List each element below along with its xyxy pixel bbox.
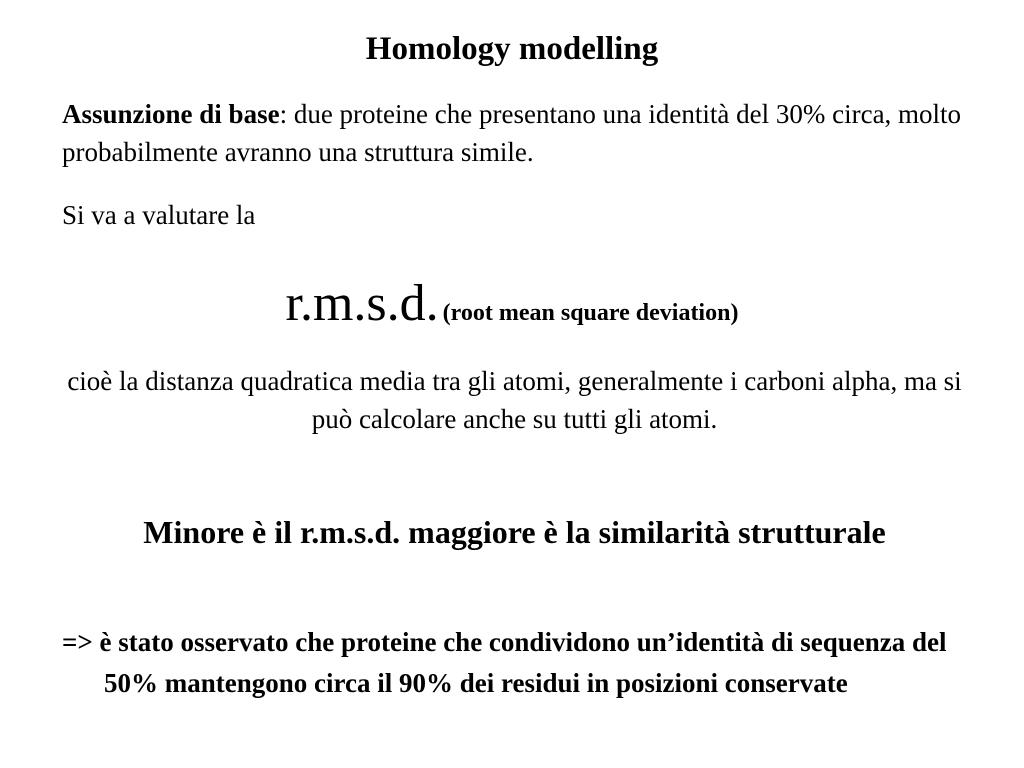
rmsd-explanation: cioè la distanza quadratica media tra gli atomi, generalmente i carboni alpha, ma si può calcolare anche su tutti gli atomi. [67,366,962,434]
rmsd-heading [0,272,1024,348]
rmsd-abbreviation: r.m.s.d. [285,275,439,332]
base-assumption-paragraph [62,95,967,171]
rmsd-expansion: (root mean square deviation) [442,300,739,326]
base-assumption-label: Assunzione di base [62,99,280,129]
evaluate-intro-text: Si va a valutare la [62,200,256,230]
conclusion-statement: Minore è il r.m.s.d. maggiore è la similarità strutturale [143,514,886,550]
slide-title: Homology modelling [365,31,659,67]
base-assumption-text: : due proteine che presentano una identità del 30% circa, molto probabilmente avranno una struttura simile. [62,99,962,167]
observation-statement: => è stato osservato che proteine che condividono un’identità di sequenza del 50% mantengono circa il 90% dei residui in posizioni conservate [62,627,947,698]
